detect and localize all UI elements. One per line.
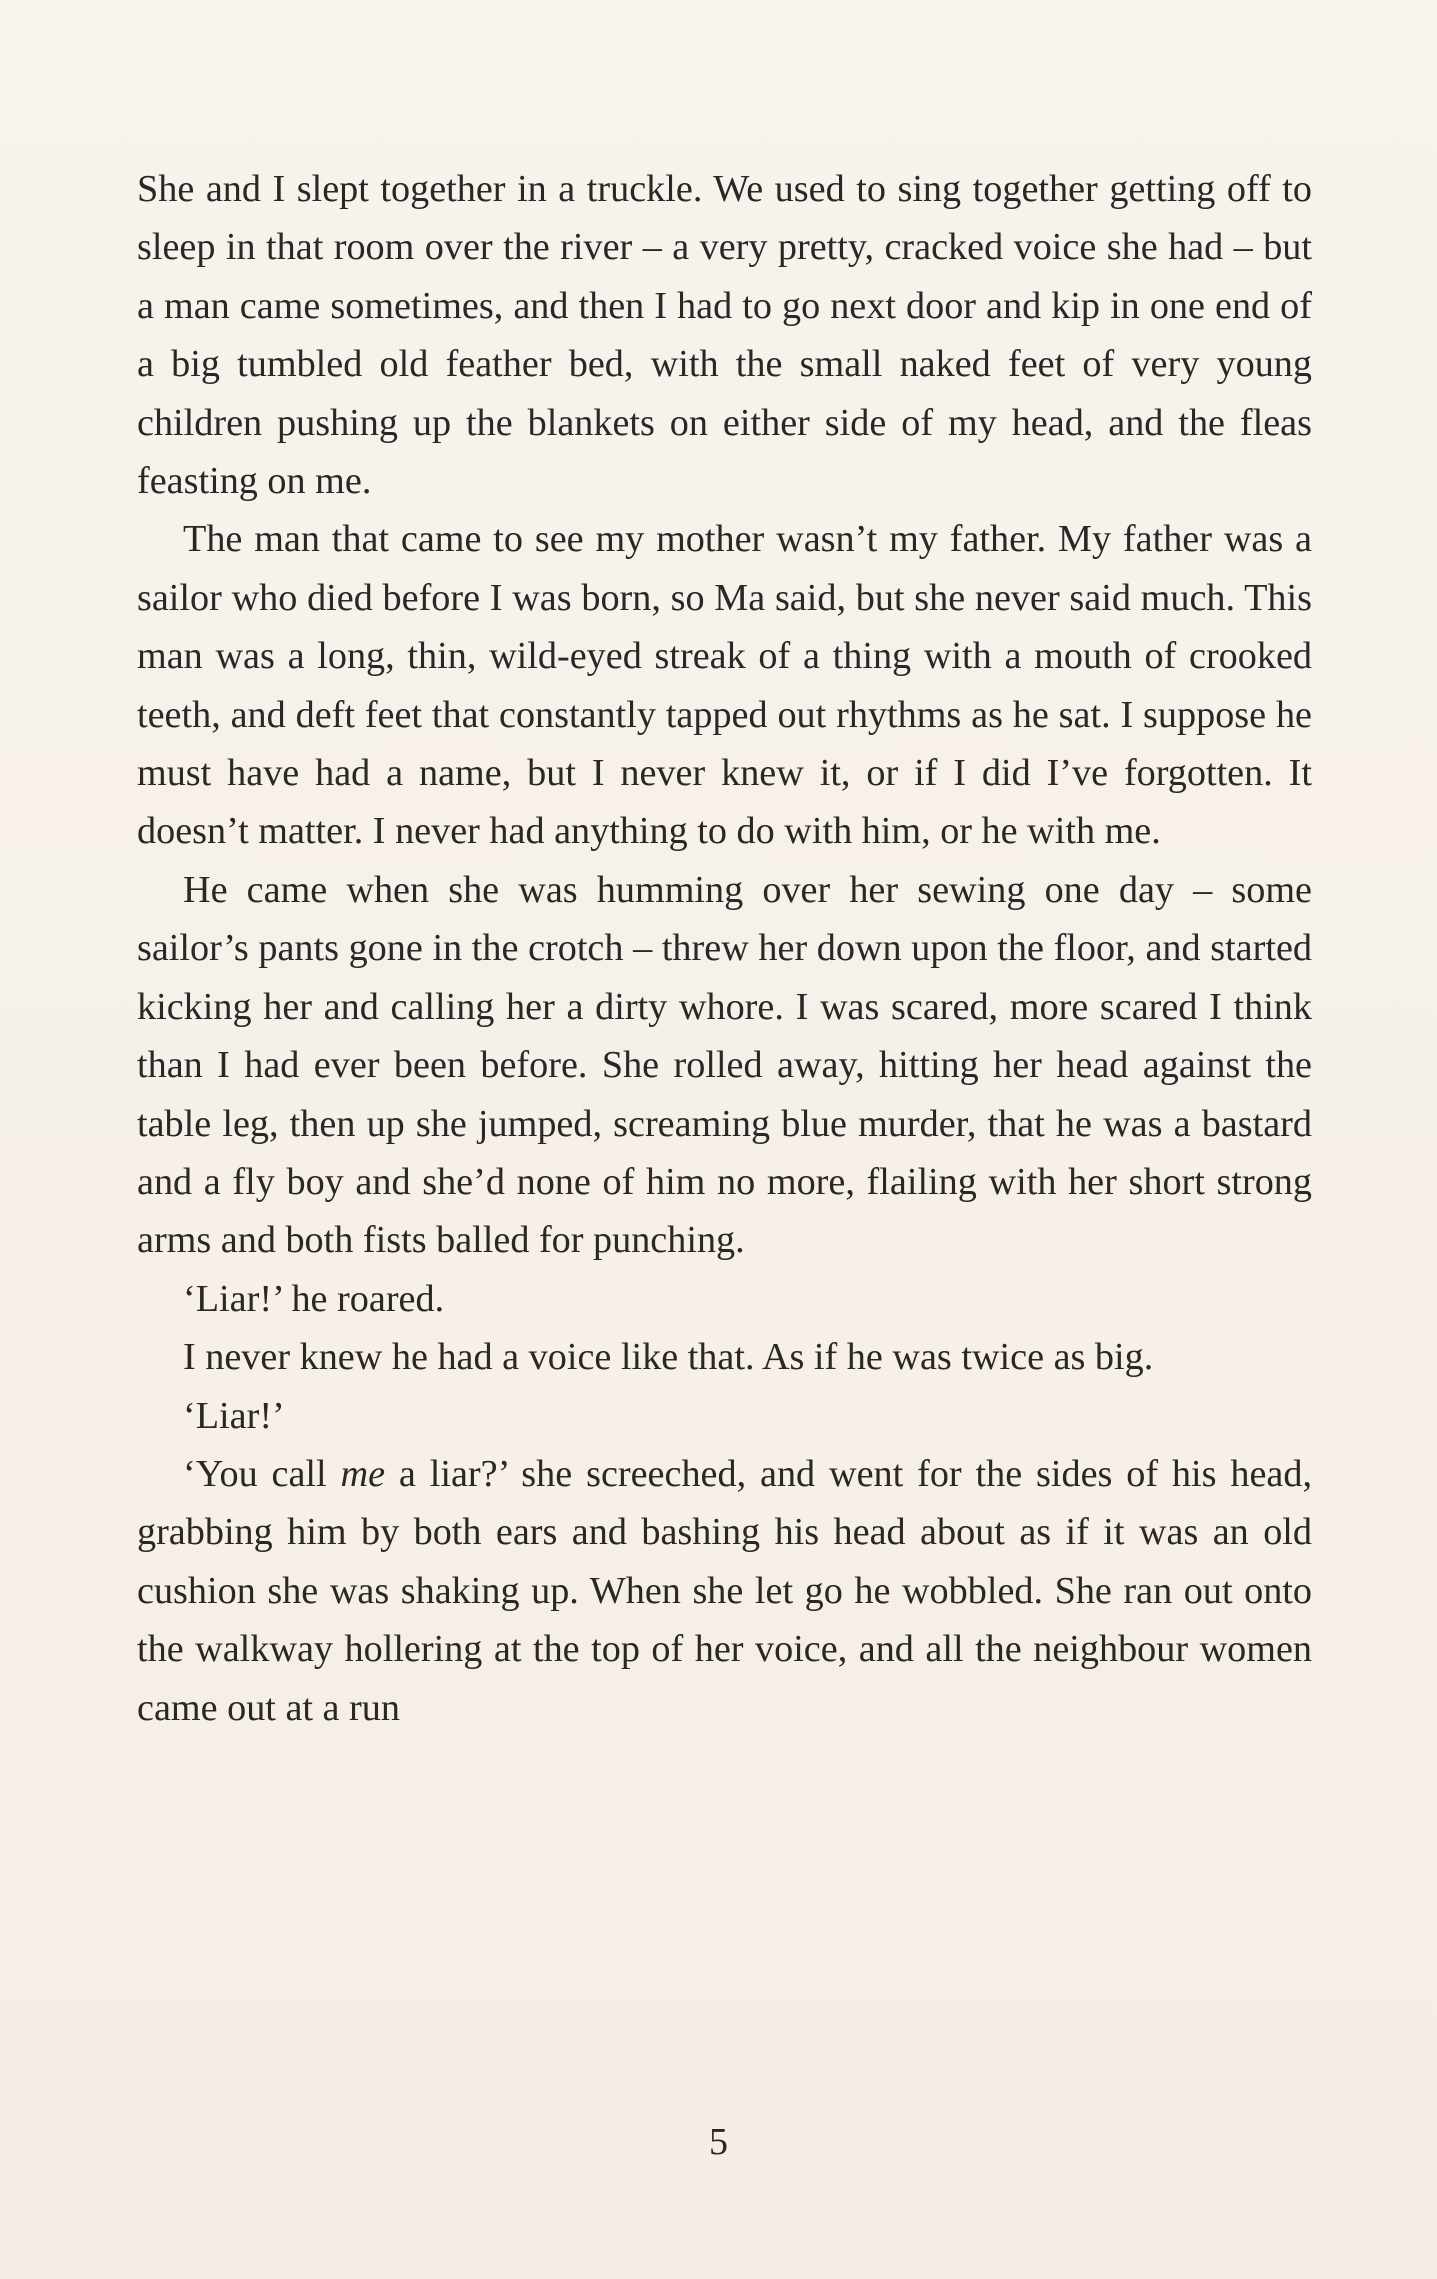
paragraph-7 [137, 1445, 1312, 1737]
body-text [137, 160, 1312, 1737]
paragraph-7-after: a liar?’ she screeched, and went for the sides of his head, grabbing him by both ears and bashing his head about as if it was an old cushion she was shaking up. When she let go he wobbled. She ran out onto the walkway hollering at the top of her voice, and all the neighbour women came out at a run [137, 1452, 1313, 1729]
page-number: 5 [709, 2121, 728, 2163]
paragraph-1: She and I slept together in a truckle. We used to sing together getting off to sleep in that room over the river – a very pretty, cracked voice she had – but a man came sometimes, and then I had to go next door and kip in one end of a big tumbled old feather bed, with the small naked feet of very young children pushing up the blankets on either side of my head, and the fleas feasting on me. [137, 168, 1312, 503]
paragraph-2: The man that came to see my mother wasn’t my father. My father was a sailor who died before I was born, so Ma said, but she never said much. This man was a long, thin, wild-eyed streak of a thing with a mouth of crooked teeth, and deft feet that constantly tapped out rhythms as he sat. I suppose he must have had a name, but I never knew it, or if I did I’ve forgotten. It doesn’t matter. I never had anything to do with him, or he with me. [137, 518, 1312, 853]
paragraph-6: ‘Liar!’ [183, 1394, 285, 1437]
paragraph-5: I never knew he had a voice like that. As if he was twice as big. [183, 1336, 1154, 1379]
paragraph-4: ‘Liar!’ he roared. [183, 1277, 445, 1320]
paragraph-7-before: ‘You call [183, 1452, 341, 1495]
paragraph-7-emphasis: me [340, 1452, 386, 1495]
paragraph-3: He came when she was humming over her sewing one day – some sailor’s pants gone in the crotch – threw her down upon the floor, and started kicking her and calling her a dirty whore. I was scared, more scared I think than I had ever been before. She rolled away, hitting her head against the table leg, then up she jumped, screaming blue murder, that he was a bastard and a fly boy and she’d none of him no more, flailing with her short strong arms and both fists balled for punching. [137, 868, 1312, 1262]
